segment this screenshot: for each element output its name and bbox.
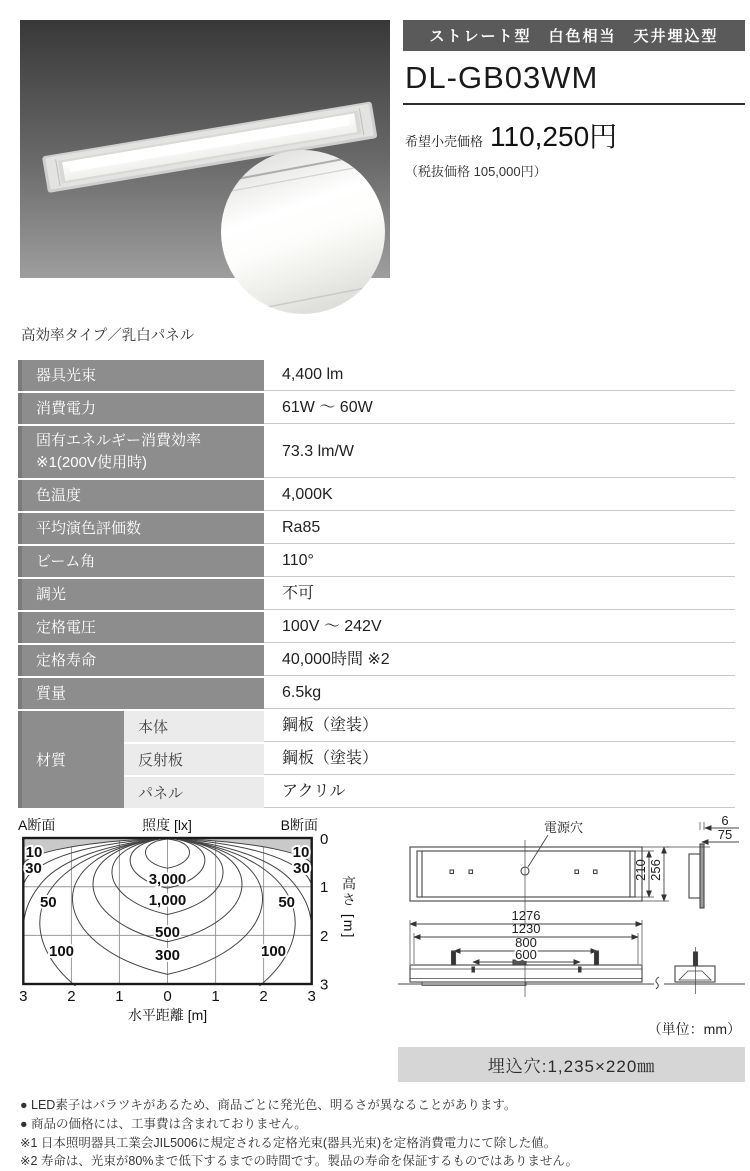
- table-row: [18, 777, 735, 808]
- contour-label-30-left: 30: [25, 860, 42, 877]
- model-number: DL-GB03WM: [405, 60, 599, 95]
- price-line: [405, 115, 745, 155]
- contour-label-10-left: 10: [25, 844, 43, 861]
- illuminance-chart-svg: [10, 814, 388, 1029]
- material-part: 反射板: [124, 744, 264, 775]
- svg-text:3: 3: [307, 988, 316, 1005]
- svg-text:0: 0: [320, 831, 329, 848]
- contour-label-50-left: 50: [39, 894, 57, 911]
- spec-value: 不可: [264, 579, 735, 610]
- product-caption: 高効率タイプ／乳白パネル: [21, 328, 195, 344]
- spec-label: 調光: [18, 579, 264, 610]
- dimension-labels: [512, 814, 733, 962]
- dim-1230: 1230: [511, 921, 541, 936]
- spec-value: 6.5kg: [264, 678, 735, 709]
- table-row: [18, 393, 735, 424]
- spec-label: ビーム角: [18, 546, 264, 577]
- contour-label-300: 300: [154, 947, 181, 964]
- dim-256: 256: [648, 859, 663, 881]
- spec-label-line1: 固有エネルギー消費効率: [36, 432, 202, 449]
- spec-value: 4,000K: [264, 480, 735, 511]
- chart-x-axis-label: 水平距離 [m]: [127, 1007, 208, 1023]
- cutout-size-badge: 埋込穴:1,235×220㎜: [398, 1047, 745, 1082]
- spec-value: 鋼板（塗装）: [264, 744, 735, 775]
- contour-label-100-right: 100: [260, 943, 287, 960]
- figures-section: [10, 814, 750, 1082]
- svg-text:2: 2: [320, 928, 329, 945]
- price-value: 110,250円: [490, 121, 618, 152]
- table-row: [18, 546, 735, 577]
- contour-label-100-left: 100: [48, 943, 75, 960]
- spec-label: [18, 426, 264, 478]
- spec-value: Ra85: [264, 513, 735, 544]
- dim-1276: 1276: [511, 908, 541, 923]
- dim-800: 800: [515, 935, 537, 950]
- svg-text:1: 1: [320, 879, 329, 896]
- spec-table: [18, 358, 735, 810]
- contour-label-1000: 1,000: [148, 892, 187, 909]
- footnote: ● LED素子はバラツキがあるため、商品ごとに発光色、明るさが異なることがあります。: [20, 1098, 517, 1112]
- footnote: ※1 日本照明器具工業会JIL5006に規定される定格光束(器具光束)を定格消費電力にて除した値。: [20, 1135, 557, 1150]
- spec-value: アクリル: [264, 777, 735, 808]
- chart-y-ticks: [320, 831, 328, 994]
- contour-label-30-right: 30: [293, 860, 310, 877]
- spec-label: 定格電圧: [18, 612, 264, 643]
- dim-75: 75: [717, 827, 733, 842]
- svg-text:1: 1: [211, 988, 220, 1005]
- table-row: [18, 612, 735, 643]
- dim-600: 600: [515, 947, 537, 962]
- contour-label-50-right: 50: [278, 894, 296, 911]
- power-hole-label: 電源穴: [544, 820, 584, 835]
- product-photo: [20, 20, 390, 316]
- table-row: [18, 711, 735, 742]
- spec-label: 器具光束: [18, 360, 264, 391]
- spec-value: 4,400 lm: [264, 360, 735, 391]
- chart-title: 照度 [lx]: [142, 817, 192, 833]
- footnote: ● 商品の価格には、工事費は含まれておりません。: [20, 1116, 307, 1131]
- table-row: [18, 480, 735, 511]
- spec-label: 色温度: [18, 480, 264, 511]
- dim-210: 210: [633, 859, 648, 881]
- footnotes: [20, 1096, 730, 1171]
- svg-text:2: 2: [259, 988, 268, 1005]
- spec-label: 平均演色評価数: [18, 513, 264, 544]
- material-part: パネル: [124, 777, 264, 808]
- chart-x-ticks: [19, 988, 316, 1005]
- type-badge: ストレート型 白色相当 天井埋込型: [403, 20, 745, 51]
- spec-label: 定格寿命: [18, 645, 264, 676]
- material-label: 材質: [18, 711, 124, 808]
- dimension-drawing-svg: [398, 814, 745, 1014]
- chart-y-axis-label: 高さ [m]: [341, 876, 357, 940]
- footnote: ※2 寿命は、光束が80%まで低下するまでの時間です。製品の寿命を保証するものではありません。: [20, 1154, 579, 1169]
- product-header: [403, 20, 745, 316]
- illuminance-chart: [10, 814, 388, 1082]
- spec-value: 110°: [264, 546, 735, 577]
- contour-label-10-right: 10: [292, 844, 310, 861]
- spec-label: 消費電力: [18, 393, 264, 424]
- table-row: [18, 513, 735, 544]
- spec-value: 73.3 lm/W: [264, 426, 735, 478]
- chart-right-section-label: B断面: [280, 817, 318, 833]
- svg-text:3: 3: [320, 976, 329, 994]
- material-part: 本体: [124, 711, 264, 742]
- header-divider: [403, 103, 745, 105]
- dimension-drawing: [398, 814, 745, 1082]
- spec-label-line2: ※1(200V使用時): [36, 454, 147, 471]
- contour-label-500: 500: [154, 924, 181, 941]
- chart-left-section-label: A断面: [18, 817, 56, 833]
- table-row: [18, 360, 735, 391]
- svg-text:0: 0: [163, 988, 172, 1005]
- top-section: [0, 0, 750, 316]
- table-row: [18, 645, 735, 676]
- tax-price: （税抜価格 105,000円）: [405, 164, 547, 179]
- price-label: 希望小売価格: [405, 134, 484, 149]
- spec-value: 61W ～ 60W: [264, 393, 735, 424]
- table-row: [18, 426, 735, 478]
- dim-6: 6: [721, 814, 729, 828]
- spec-value: 鋼板（塗装）: [264, 711, 735, 742]
- product-photo-art: [20, 20, 390, 316]
- spec-value: 40,000時間 ※2: [264, 645, 735, 676]
- table-row: [18, 579, 735, 610]
- table-row: [18, 744, 735, 775]
- svg-text:1: 1: [115, 988, 124, 1005]
- contour-label-3000: 3,000: [148, 871, 187, 888]
- unit-note: （単位：mm）: [647, 1021, 741, 1037]
- svg-text:3: 3: [19, 988, 28, 1005]
- spec-value: 100V ～ 242V: [264, 612, 735, 643]
- end-view: [675, 947, 715, 994]
- table-row: [18, 678, 735, 709]
- svg-text:2: 2: [67, 988, 76, 1005]
- spec-label: 質量: [18, 678, 264, 709]
